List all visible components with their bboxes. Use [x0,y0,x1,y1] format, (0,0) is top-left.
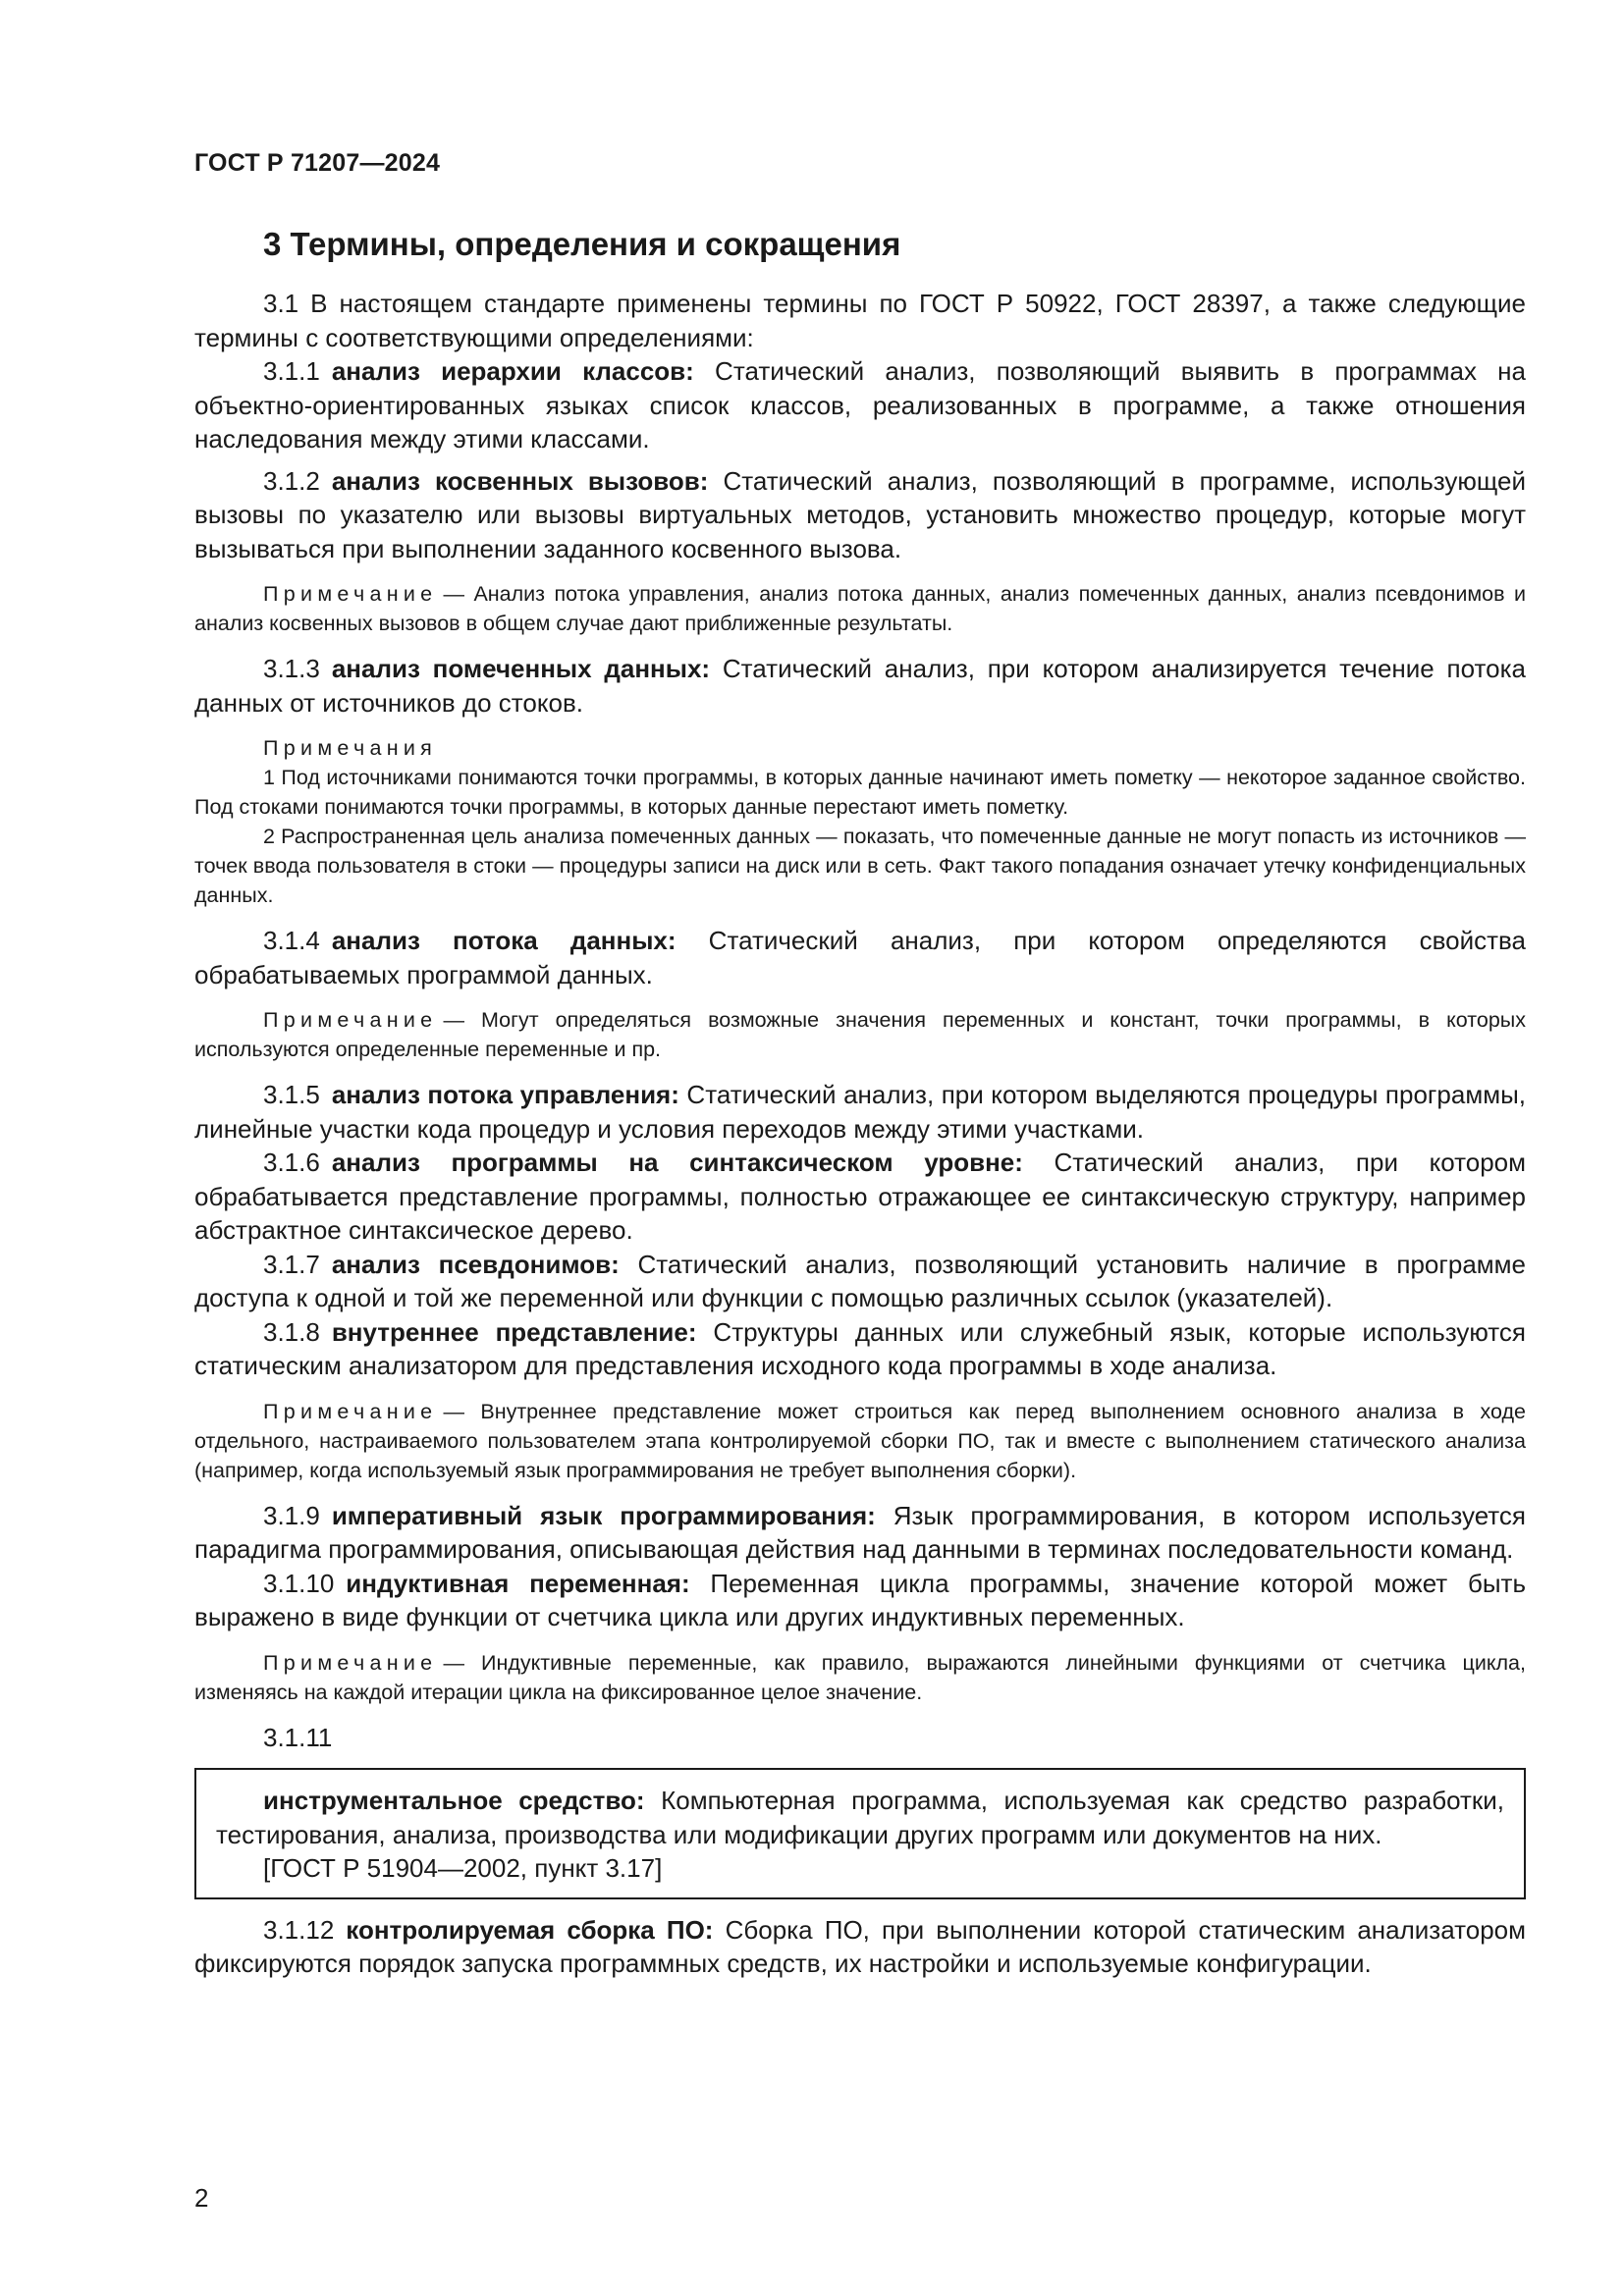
term-3-1-12: 3.1.12 контролируемая сборка ПО: Сборка ПО, при выполнении которой статическим анализатором фиксируются порядок запуска программных средств, их настройки и используемые конфигурации. [194,1914,1526,1978]
term-3-1-3: 3.1.3 анализ помеченных данных: Статический анализ, при котором анализируется течение потока данных от источников до стоков. [194,654,1526,718]
term-name: императивный язык программирования: [331,1500,876,1530]
note-3-1-4: Примечание — Могут определяться возможные значения переменных и констант, точки программы, в которых используются определенные переменные и пр. [194,1008,1526,1061]
note-3-1-2: Примечание — Анализ потока управления, анализ потока данных, анализ помеченных данных, анализ псевдонимов и анализ косвенных вызовов в общем случае дают приближенные результаты. [194,582,1526,635]
term-name: анализ программы на синтаксическом уровне: [331,1148,1023,1177]
term-name: анализ потока управления: [331,1080,679,1109]
note-3-1-10: Примечание — Индуктивные переменные, как правило, выражаются линейными функциями от счетчика цикла, изменяясь на каждой итерации цикла на фиксированное целое значение. [194,1650,1526,1704]
content-body [194,287,1526,1981]
term-3-1-5: 3.1.5 анализ потока управления: Статический анализ, при котором выделяются процедуры программы, линейные участки кода процедур и условия переходов между этими участками. [194,1080,1526,1144]
term-name: анализ косвенных вызовов: [331,465,709,496]
term-3-1-10: 3.1.10 индуктивная переменная: Переменная цикла программы, значение которой может быть выражено в виде функции от счетчика цикла или других индуктивных переменных. [194,1568,1526,1631]
note-3-1-3-2: 2 Распространенная цель анализа помеченных данных — показать, что помеченные данные не могут попасть из источников — точек ввода пользователя в стоки — процедуры записи на диск или в сеть. Факт такого попадания означает утечку конфиденциальных данных. [194,825,1526,907]
term-name: внутреннее представление: [331,1316,697,1347]
term-3-1-1: 3.1.1 анализ иерархии классов: Статический анализ, позволяющий выявить в программах на объектно-ориентированных языках список классов, реализованных в программе, а также отношения наследования между этими классами. [194,356,1526,454]
note-3-1-8: Примечание — Внутреннее представление может строиться как перед выполнением основного анализа в ходе отдельного, настраиваемого пользователем этапа контролируемой сборки ПО, так и вместе с выполнением статического анализа (например, когда используемый язык программирования не требует выполнения сборки). [194,1399,1526,1482]
page-number: 2 [194,2183,209,2213]
intro-paragraph: 3.1 В настоящем стандарте применены термины по ГОСТ Р 50922, ГОСТ 28397, а также следующие термины с соответствующими определениями: [194,289,1526,352]
term-3-1-8: 3.1.8 внутреннее представление: Структуры данных или служебный язык, которые используются статическим анализатором для представления исходного кода программы в ходе анализа. [194,1316,1526,1380]
term-3-1-11-number: 3.1.11 [263,1722,333,1752]
term-3-1-2: 3.1.2 анализ косвенных вызовов: Статический анализ, позволяющий в программе, использующей вызовы по указателю или вызовы виртуальных методов, установить множество процедур, которые могут вызываться при выполнении заданного косвенного вызова. [194,465,1526,563]
notes-heading: Примечания [263,736,438,760]
term-3-1-11: инструментальное средство: Компьютерная программа, используемая как средство разработки, тестирования, анализа, производства или модификации других программ или документов на них. [216,1786,1505,1849]
term-3-1-4: 3.1.4 анализ потока данных: Статический анализ, при котором определяются свойства обрабатываемых программой данных. [194,926,1526,989]
term-name: контролируемая сборка ПО: [346,1914,714,1945]
term-reference: [ГОСТ Р 51904—2002, пункт 3.17] [263,1853,663,1883]
term-3-1-6: 3.1.6 анализ программы на синтаксическом уровне: Статический анализ, при котором обрабатывается представление программы, полностью отражающее ее синтаксическую структуру, например абстрактное синтаксическое дерево. [194,1148,1526,1245]
term-3-1-7: 3.1.7 анализ псевдонимов: Статический анализ, позволяющий установить наличие в программе доступа к одной и той же переменной или функции с помощью различных ссылок (указателей). [194,1249,1526,1312]
note-3-1-3-1: 1 Под источниками понимаются точки программы, в которых данные начинают иметь пометку — некоторое заданное свойство. Под стоками понимаются точки программы, в которых данные перестают иметь пометку. [194,766,1526,819]
term-name: анализ помеченных данных: [331,654,711,683]
term-name: инструментальное средство: [263,1786,645,1815]
term-name: анализ псевдонимов: [331,1249,620,1279]
term-3-1-9: 3.1.9 императивный язык программирования: Язык программирования, в котором используется парадигма программирования, описывающая действия над данными в терминах последовательности команд. [194,1500,1527,1564]
section-title: 3 Термины, определения и сокращения [263,226,901,262]
term-name: анализ потока данных: [331,926,677,955]
term-name: индуктивная переменная: [346,1568,690,1598]
boxed-term-3-1-11 [194,1768,1526,1899]
term-name: анализ иерархии классов: [331,356,694,386]
document-header: ГОСТ Р 71207—2024 [194,149,441,177]
